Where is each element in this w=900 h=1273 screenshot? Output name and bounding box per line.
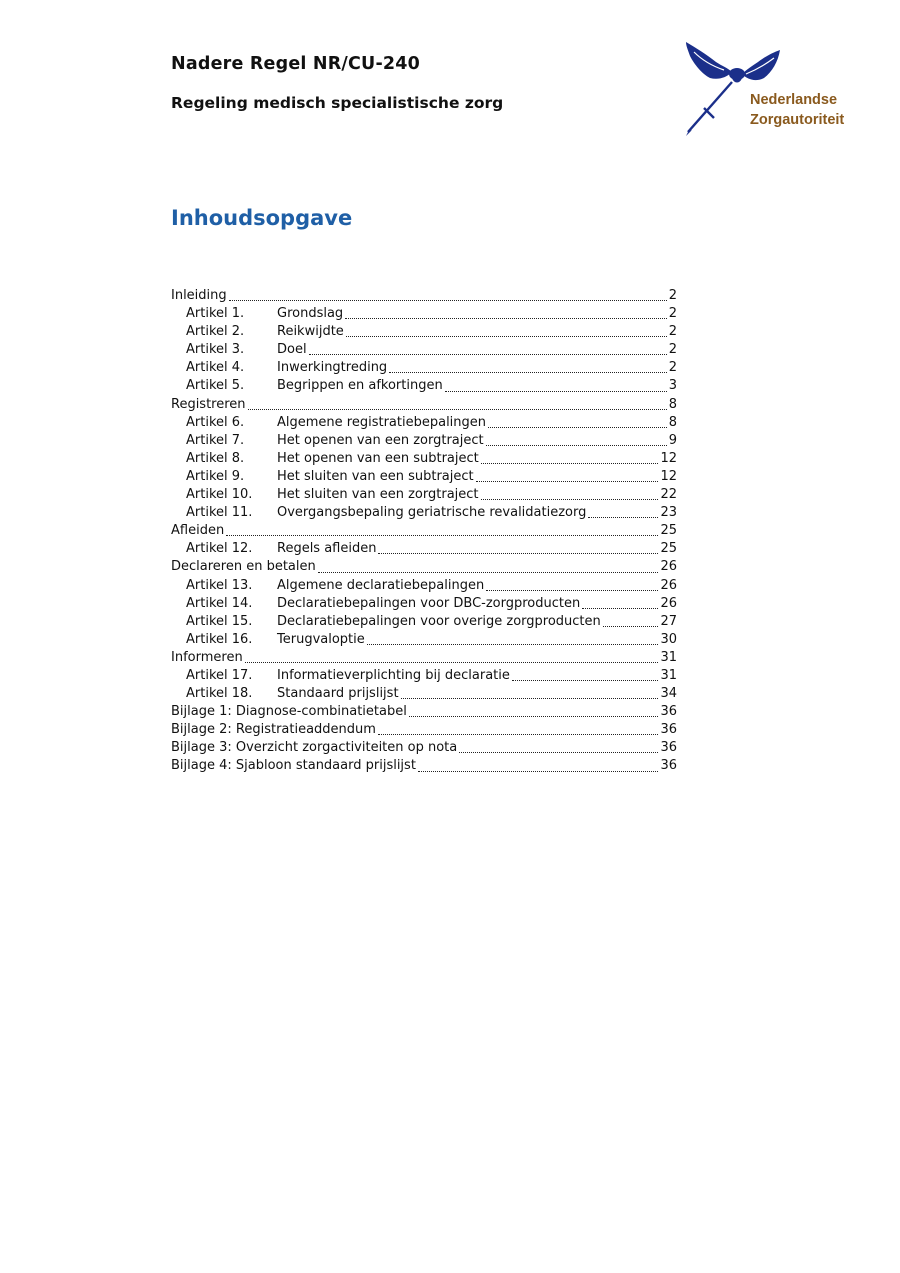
toc-dot-leader [588,516,658,518]
toc-entry-page: 36 [660,722,677,738]
toc-entry-label: Het sluiten van een subtraject [277,468,474,484]
toc-entry-label: Declaratiebepalingen voor DBC-zorgproducten [277,595,581,611]
toc-dot-leader [603,625,659,627]
toc-entry-page: 23 [660,505,677,521]
toc-article-entry[interactable] [171,377,677,395]
toc-entry-number: Artikel 14. [186,595,253,611]
toc-article-entry[interactable] [171,577,677,595]
toc-article-entry[interactable] [171,540,677,558]
toc-entry-page: 12 [660,450,677,466]
toc-dot-leader [459,751,658,753]
toc-article-entry[interactable] [171,450,677,468]
toc-entry-page: 2 [668,360,677,376]
toc-article-entry[interactable] [171,486,677,504]
toc-entry-label: Het sluiten van een zorgtraject [277,487,479,503]
toc-article-entry[interactable] [171,341,677,359]
toc-entry-number: Artikel 4. [186,360,245,376]
toc-section-entry[interactable] [171,522,677,540]
toc-article-entry[interactable] [171,305,677,323]
nza-logo [682,38,882,138]
toc-entry-label: Het openen van een zorgtraject [277,432,484,448]
toc-entry-page: 25 [660,541,677,557]
toc-entry-page: 8 [668,414,677,430]
toc-dot-leader [318,571,659,573]
toc-article-entry[interactable] [171,432,677,450]
toc-entry-page: 3 [668,378,677,394]
toc-entry-page: 31 [660,649,677,665]
toc-dot-leader [378,733,659,735]
toc-dot-leader [229,299,667,301]
toc-entry-label: Doel [277,342,307,358]
toc-article-entry[interactable] [171,613,677,631]
toc-article-entry[interactable] [171,414,677,432]
toc-entry-label: Standaard prijslijst [277,686,399,702]
toc-entry-page: 34 [660,686,677,702]
toc-entry-label: Bijlage 3: Overzicht zorgactiviteiten op nota [171,740,458,756]
toc-entry-page: 25 [660,523,677,539]
toc-section-entry[interactable] [171,703,677,721]
toc-section-entry[interactable] [171,649,677,667]
toc-entry-number: Artikel 16. [186,631,253,647]
toc-dot-leader [226,534,658,536]
toc-entry-number: Artikel 11. [186,505,253,521]
document-subtitle: Regeling medisch specialistische zorg [171,94,504,112]
toc-entry-label: Declareren en betalen [171,559,316,575]
toc-dot-leader [367,643,659,645]
toc-entry-page: 9 [668,432,677,448]
toc-dot-leader [488,426,667,428]
toc-dot-leader [418,770,659,772]
toc-entry-page: 2 [668,306,677,322]
toc-entry-label: Inwerkingtreding [277,360,388,376]
toc-entry-number: Artikel 2. [186,324,245,340]
toc-entry-number: Artikel 18. [186,686,253,702]
toc-article-entry[interactable] [171,685,677,703]
toc-section-entry[interactable] [171,757,677,775]
toc-dot-leader [445,390,667,392]
toc-dot-leader [481,462,659,464]
toc-dot-leader [345,317,667,319]
toc-entry-label: Bijlage 2: Registratieaddendum [171,722,376,738]
toc-section-entry[interactable] [171,721,677,739]
logo-text-line-1: Nederlandse [750,92,838,108]
toc-entry-number: Artikel 13. [186,577,253,593]
toc-entry-label: Regels afleiden [277,541,377,557]
toc-entry-page: 22 [660,487,677,503]
toc-entry-label: Grondslag [277,306,344,322]
toc-entry-label: Bijlage 1: Diagnose-combinatietabel [171,704,407,720]
toc-dot-leader [486,589,658,591]
toc-entry-number: Artikel 15. [186,613,253,629]
toc-heading: Inhoudsopgave [171,206,353,230]
toc-entry-number: Artikel 10. [186,487,253,503]
toc-entry-page: 26 [660,595,677,611]
toc-entry-page: 31 [660,667,677,683]
toc-entry-number: Artikel 12. [186,541,253,557]
toc-dot-leader [309,353,667,355]
toc-entry-label: Informeren [171,649,243,665]
document-title: Nadere Regel NR/CU-240 [171,54,421,74]
toc-entry-number: Artikel 7. [186,432,245,448]
toc-entry-page: 8 [668,396,677,412]
toc-dot-leader [346,335,667,337]
toc-dot-leader [486,444,667,446]
toc-dot-leader [248,408,667,410]
toc-entry-number: Artikel 1. [186,306,245,322]
toc-dot-leader [582,607,658,609]
toc-article-entry[interactable] [171,595,677,613]
toc-entry-page: 36 [660,704,677,720]
toc-dot-leader [389,371,667,373]
toc-dot-leader [245,661,659,663]
toc-entry-label: Afleiden [171,523,225,539]
toc-dot-leader [378,552,658,554]
toc-entry-label: Declaratiebepalingen voor overige zorgproducten [277,613,601,629]
toc-entry-label: Informatieverplichting bij declaratie [277,667,510,683]
toc-article-entry[interactable] [171,631,677,649]
toc-section-entry[interactable] [171,739,677,757]
toc-entry-label: Inleiding [171,288,227,303]
toc-entry-number: Artikel 6. [186,414,245,430]
toc-dot-leader [512,679,659,681]
toc-entry-page: 2 [668,342,677,358]
toc-dot-leader [409,715,659,717]
toc-entry-label: Terugvaloptie [277,631,365,647]
toc-entry-page: 27 [660,613,677,629]
toc-entry-page: 12 [660,468,677,484]
toc-dot-leader [481,498,659,500]
toc-section-entry[interactable] [171,558,677,576]
toc-entry-label: Registreren [171,396,246,412]
toc-entry-page: 30 [660,631,677,647]
toc-entry-label: Algemene declaratiebepalingen [277,577,485,593]
toc-entry-label: Reikwijdte [277,324,344,340]
toc-entry-label: Algemene registratiebepalingen [277,414,487,430]
toc-entry-label: Het openen van een subtraject [277,450,479,466]
toc-entry-page: 2 [668,324,677,340]
table-of-contents [171,287,677,776]
toc-entry-label: Overgangsbepaling geriatrische revalidatiezorg [277,505,587,521]
toc-article-entry[interactable] [171,468,677,486]
toc-entry-page: 2 [668,288,677,303]
toc-article-entry[interactable] [171,504,677,522]
toc-entry-number: Artikel 5. [186,378,245,394]
toc-entry-number: Artikel 9. [186,468,245,484]
toc-article-entry[interactable] [171,323,677,341]
toc-article-entry[interactable] [171,667,677,685]
toc-entry-page: 36 [660,758,677,774]
toc-entry-page: 26 [660,559,677,575]
toc-entry-page: 36 [660,740,677,756]
toc-entry-label: Begrippen en afkortingen [277,378,443,394]
logo-text-line-2: Zorgautoriteit [750,112,845,128]
toc-entry-number: Artikel 3. [186,342,245,358]
toc-entry-page: 26 [660,577,677,593]
toc-section-entry[interactable] [171,287,677,305]
toc-entry-number: Artikel 8. [186,450,245,466]
toc-dot-leader [401,697,659,699]
toc-article-entry[interactable] [171,359,677,377]
toc-dot-leader [476,480,659,482]
toc-entry-label: Bijlage 4: Sjabloon standaard prijslijst [171,758,416,774]
toc-entry-number: Artikel 17. [186,667,253,683]
toc-section-entry[interactable] [171,396,677,414]
